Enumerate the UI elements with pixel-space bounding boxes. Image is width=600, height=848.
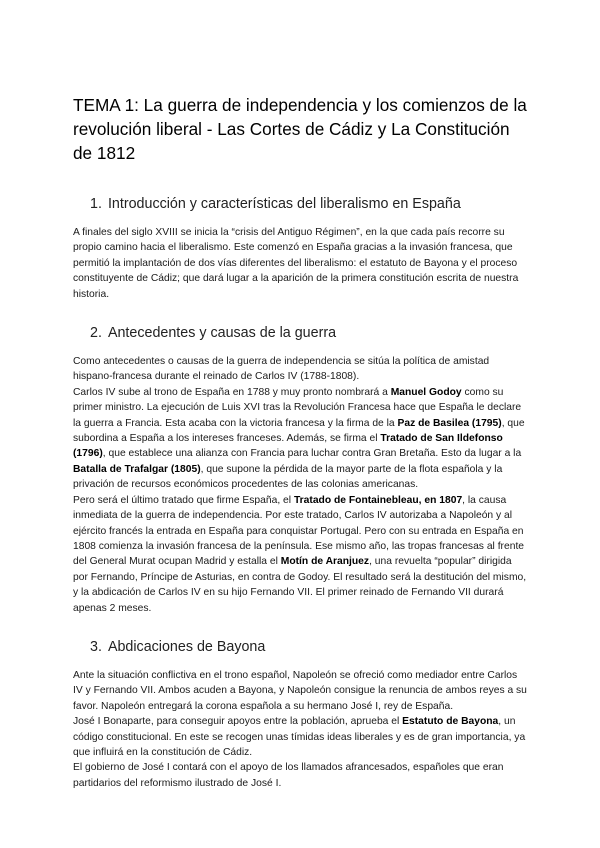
section-number: 2. xyxy=(90,325,102,342)
section-introduccion xyxy=(73,195,528,302)
paragraph: Como antecedentes o causas de la guerra de independencia se sitúa la política de amistad hispano-francesa durante el reinado de Carlos IV (1788-1808). xyxy=(73,356,490,383)
section-heading xyxy=(90,195,528,214)
document-title: TEMA 1: La guerra de independencia y los comienzos de la revolución liberal - Las Cortes de Cádiz y La Constitución de 1812 xyxy=(73,95,527,163)
bold-term: Manuel Godoy xyxy=(390,386,462,398)
bold-term: Estatuto de Bayona xyxy=(402,716,499,728)
paragraph xyxy=(73,493,528,616)
text-run: , que subordina a España a los intereses franceses. Además, se firma el xyxy=(73,417,525,445)
text-run: , un código constitucional. En este se recogen unas tímidas ideas liberales y es de gran importancia, ya que influirá en la constitución de Cádiz. xyxy=(73,716,526,758)
paragraph: Ante la situación conflictiva en el trono español, Napoleón se ofreció como mediador entre Carlos IV y Fernando VII. Ambos acuden a Bayona, y Napoleón consigue la renuncia de ambos reyes a su favor. Napoleón entregará la corona española a su hermano José I, rey de España. xyxy=(73,669,527,712)
section-antecedentes xyxy=(73,324,528,616)
text-run: José I Bonaparte, para conseguir apoyos entre la población, aprueba el xyxy=(73,716,403,728)
bold-term: Paz de Basilea (1795) xyxy=(397,417,502,429)
section-heading-text: Antecedentes y causas de la guerra xyxy=(107,325,337,342)
text-run: , una revuelta “popular” dirigida por Fernando, Príncipe de Asturias, en contra de Godoy. El resultado será la destitución del mismo, y la abdicación de Carlos IV en su hijo Fernando VII. El primer reinado de Fernando VII durará apenas 2 meses. xyxy=(73,556,527,614)
text-run: , que establece una alianza con Francia para luchar contra Gran Bretaña. Esto da lugar a la xyxy=(102,448,522,460)
text-run: Carlos IV sube al trono de España en 1788 y muy pronto nombrará a xyxy=(73,386,391,398)
text-run: como su primer ministro. La ejecución de Luis XVI tras la Revolución Francesa hace que España le declare la guerra a Francia. Esta acaba con la victoria francesa y la firma de la xyxy=(73,386,522,429)
section-heading xyxy=(90,324,528,343)
bold-term: Batalla de Trafalgar (1805) xyxy=(73,463,201,475)
bold-term: Tratado de Fontainebleau, en 1807 xyxy=(293,494,463,506)
paragraph xyxy=(73,714,528,760)
section-heading xyxy=(90,638,528,657)
section-abdicaciones xyxy=(73,638,528,791)
section-heading-text: Abdicaciones de Bayona xyxy=(107,638,266,655)
document-page xyxy=(73,93,528,813)
text-run: , que supone la pérdida de la mayor parte de la flota española y la privación de recursos económicos procedentes de las colonias americanas. xyxy=(73,463,503,491)
section-number: 1. xyxy=(90,196,102,212)
bold-term: Motín de Aranjuez xyxy=(280,556,370,568)
section-number: 3. xyxy=(90,638,102,655)
text-run: Pero será el último tratado que firme España, el xyxy=(73,494,294,506)
bold-term: Tratado de San Ildefonso (1796) xyxy=(73,433,503,460)
section-heading-text: Introducción y características del liberalismo en España xyxy=(107,196,461,212)
paragraph: A finales del siglo XVIII se inicia la “crisis del Antiguo Régimen”, en la que cada país recorre su propio camino hacia el liberalismo. Este comenzó en España gracias a la invasión francesa, que permitió la implantación de dos vías diferentes del liberalismo: el estatuto de Bayona y el proceso constituyente de Cádiz; que dará lugar a la aparición de la primera constitución escrita de nuestra historia. xyxy=(73,227,519,300)
paragraph: El gobierno de José I contará con el apoyo de los llamados afrancesados, españoles que eran partidarios del reformismo ilustrado de José I. xyxy=(73,762,504,789)
text-run: , la causa inmediata de la guerra de independencia. Por este tratado, Carlos IV autorizaba a Napoleón y al ejército francés la entrada en España para conquistar Portugal. Pero con su entrada en España en 1808 comienza la invasión francesa de la península. Ese mismo año, las tropas francesas al frente del General Murat ocupan Madrid y estalla el xyxy=(73,494,525,568)
paragraph xyxy=(73,385,528,493)
